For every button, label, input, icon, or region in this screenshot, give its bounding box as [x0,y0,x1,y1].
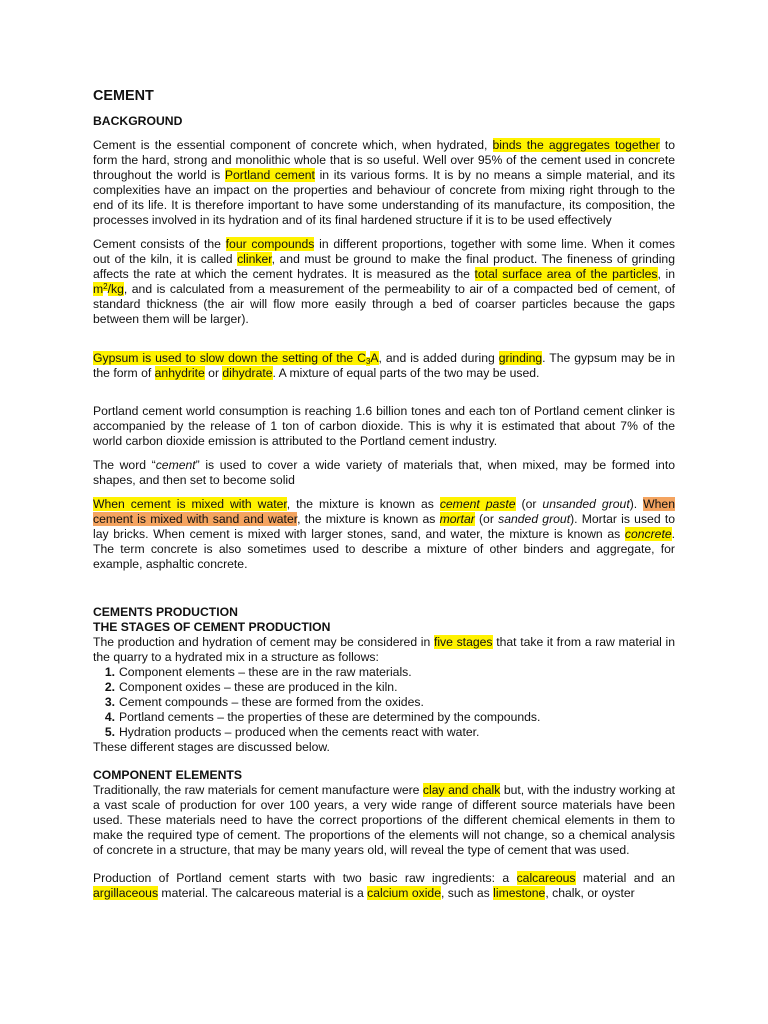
text-run: sanded grout [498,512,571,526]
highlighted-text: cement paste [439,497,516,511]
highlighted-text: dihydrate [222,366,273,380]
text-run: but, with the industry working at a vast scale of production for over 100 years, a very wide range of different source materials have been used. These materials need to have the correct proportions of the different chemical elements in them to make the required type of cement. The proportions of the elements will not change, so a chemical analysis of concrete in a structure, that may be many years old, will reveal the type of cement that was used. [93,783,675,857]
list-item-text: Portland cements – the properties of these are determined by the compounds. [119,710,541,724]
paragraph-consumption [93,404,675,449]
text-run: in its various forms. It is by no means a simple material, and its complexities have an impact on the properties and behaviour of concrete from mixing right through to the end of its life. It is therefore important to have some understanding of its manufacture, its composition, the processes involved in its hydration and of its final hardened structure if it is to be used effectively [93,168,676,227]
list-item-text: Hydration products – produced when the cements react with water. [119,725,480,739]
highlighted-text: Gypsum is used to slow down the setting of the C [93,351,366,365]
text-run: , the mixture is known as [297,512,440,526]
highlighted-text: limestone [493,886,546,900]
text-run: Cement consists of the [93,237,226,251]
text-run: to form the hard, strong and monolithic whole that is so useful. Well over 95% of the cement used in concrete throughout the world is [93,138,675,182]
highlighted-text: binds the aggregates together [492,138,660,152]
component-elements-heading: COMPONENT ELEMENTS [93,768,242,782]
highlighted-text: clinker [237,252,272,266]
highlighted-text: argillaceous [93,886,159,900]
paragraph-intro [93,138,675,228]
paragraph-compounds [93,237,675,327]
highlighted-text: calcareous [516,871,576,885]
background-heading: BACKGROUND [93,114,183,128]
text-run: cement [155,458,196,472]
text-run: , such as [440,886,494,900]
text-run: unsanded grout [542,497,630,511]
text-run: ” is used to cover a wide variety of materials that, when mixed, may be formed into shapes, and then set to become solid [93,458,675,487]
text-run: . A mixture of equal parts of the two may be used. [272,366,540,380]
text-run: , in [657,267,675,281]
paragraph-gypsum [93,351,675,381]
text-run: , the mixture is known as [286,497,440,511]
list-item-number: 5. [104,725,115,739]
text-run: Production of Portland cement starts with two basic raw ingredients: a [93,871,517,885]
text-run: or [204,366,223,380]
text-run: , and is added during [378,351,499,365]
text-run: in different proportions, together with some lime. When it comes out of the kiln, it is called [93,237,675,266]
text-run: , chalk, or oyster [545,886,635,900]
paragraph-raw-materials [93,783,675,858]
stages-heading: THE STAGES OF CEMENT PRODUCTION [93,620,331,634]
text-run: , and is calculated from a measurement of the permeability to air of a compacted bed of cement, of standard thickness (the air will flow more easily through a bed of coarser particles because the gaps between them will be larger). [93,282,675,326]
highlighted-text: anhydrite [154,366,205,380]
highlighted-text: 3 [365,357,371,366]
text-run: (or [474,512,499,526]
highlighted-text: 2 [103,282,108,291]
text-run: material and an [575,871,675,885]
text-run: Portland cement world consumption is reaching 1.6 billion tones and each ton of Portland cement clinker is accompanied by the release of 1 ton of carbon dioxide. This is why it is estimated that about 7% of the world carbon dioxide emission is attributed to the Portland cement industry. [93,404,675,448]
highlighted-text: /kg [107,282,124,296]
list-item-text: Cement compounds – these are formed from the oxides. [119,695,424,709]
list-item-number: 2. [104,680,115,694]
list-item-number: 3. [104,695,115,709]
stages-outro: These different stages are discussed below. [93,740,330,754]
text-run: material. The calcareous material is a [158,886,368,900]
highlighted-text: concrete [624,527,672,541]
text-run: that take it from a raw material in the quarry to a hydrated mix in a structure as follows: [93,635,675,664]
document-title: CEMENT [93,88,154,104]
highlighted-text: grinding [498,351,543,365]
highlighted-text: calcium oxide [367,886,441,900]
text-run: ). Mortar is used to lay bricks. When cement is mixed with larger stones, sand, and water, the mixture is known as [93,512,675,541]
highlighted-text: A [370,351,379,365]
text-run: Cement is the essential component of concrete which, when hydrated, [93,138,493,152]
text-run: The production and hydration of cement may be considered in [93,635,434,649]
list-item-number: 1. [104,665,115,679]
text-run: The word “ [93,458,156,472]
highlighted-text: four compounds [225,237,315,251]
list-item [104,680,675,695]
highlighted-text: Portland cement [224,168,315,182]
text-run: . The term concrete is also sometimes used to describe a mixture of other binders and aggregate, for example, asphaltic concrete. [93,527,675,571]
paragraph-five-stages [93,635,675,665]
highlighted-text: When cement is mixed with sand and water [93,497,675,526]
highlighted-text: clay and chalk [422,783,501,797]
highlighted-text: five stages [433,635,493,649]
highlighted-text: When cement is mixed with water [93,497,287,511]
highlighted-text: mortar [439,512,475,526]
list-item [104,725,675,740]
list-item [104,695,675,710]
text-run: . The gypsum may be in the form of [93,351,675,380]
text-run: Traditionally, the raw materials for cement manufacture were [93,783,423,797]
list-item-number: 4. [104,710,115,724]
paragraph-mixtures [93,497,675,572]
text-run: ). [629,497,644,511]
list-item-text: Component oxides – these are produced in the kiln. [119,680,398,694]
paragraph-ingredients [93,871,675,901]
document-body [93,87,675,901]
paragraph-word-cement [93,458,675,488]
list-item [104,665,675,680]
production-heading: CEMENTS PRODUCTION [93,605,238,619]
text-run: (or [515,497,543,511]
highlighted-text: total surface area of the particles [474,267,658,281]
text-run: , and must be ground to make the final product. The fineness of grinding affects the rate at which the cement hydrates. It is measured as the [93,252,675,281]
list-item [104,710,675,725]
stages-list [93,665,675,740]
list-item-text: Component elements – these are in the raw materials. [119,665,412,679]
highlighted-text: m [93,282,104,296]
